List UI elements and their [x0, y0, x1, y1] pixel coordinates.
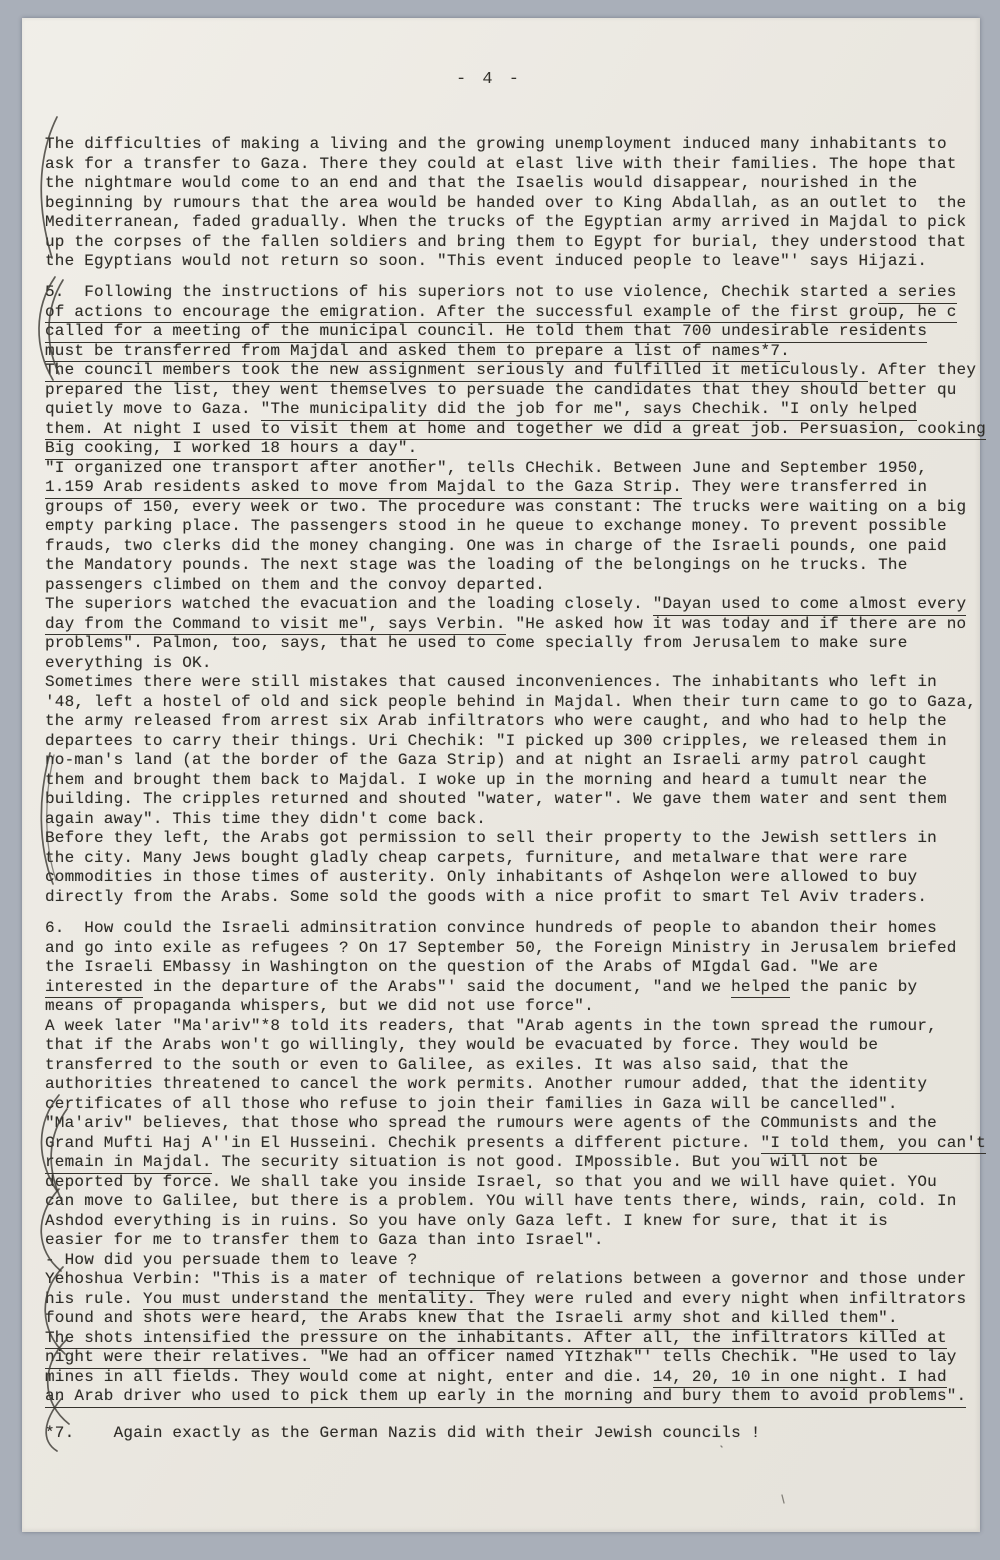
text-segment: no-man's land (at the border of the Gaza Strip) and at night an Israeli army patrol caught [45, 751, 928, 769]
text-line [45, 1056, 1000, 1076]
text-segment: "We had an officer named YItzhak"' tells Chechik. "He used to lay [309, 1348, 957, 1366]
underlined-text: helped [731, 978, 790, 999]
text-line [45, 537, 1000, 557]
underlined-text: technique [408, 1270, 496, 1291]
text-line [45, 1231, 1000, 1251]
text-segment: Sometimes there were still mistakes that caused inconveniences. The inhabitants who left in [45, 673, 937, 691]
text-segment: again away". This time they didn't come back. [45, 809, 487, 828]
text-segment: the Israeli EMbassy in Washington on the question of the Arabs of MIgdal Gad. "We are [45, 958, 879, 976]
text-line [45, 252, 1000, 272]
text-line [45, 420, 1000, 440]
text-segment: "He asked how it was today and if there are no [505, 614, 967, 633]
underlined-text: You must understand the mentality. [143, 1290, 476, 1311]
underlined-text: 1.159 Arab residents asked to move from Majdal to the Gaza Strip. [45, 478, 682, 499]
text-segment: After they [868, 361, 977, 379]
text-segment: found and shots were heard, [45, 1309, 320, 1327]
text-segment: the Egyptians would not return so soon. "This event induced people to leave"' says Hijazi. [45, 252, 928, 270]
text-segment: They were transferred in [682, 478, 928, 496]
underlined-text: The council members took the new assignment seriously and fulfilled it meticulously. [45, 361, 868, 382]
text-line [45, 498, 1000, 518]
text-segment: The difficulties of making a living and the growing unemployment induced many inhabitants to [45, 135, 947, 153]
text-line [45, 1036, 1000, 1056]
text-line [45, 322, 1000, 342]
underlined-text: "Dayan used to come almost every [653, 595, 967, 616]
text-line [45, 1173, 1000, 1193]
underlined-text: the Arabs knew that the Israeli army shot and killed them". [319, 1309, 897, 1330]
text-segment: Yehoshua Verbin: "This is a mater of [45, 1270, 408, 1288]
text-line [45, 771, 1000, 791]
text-segment: The security situation is not good. IMpossible. But you will not be [211, 1153, 879, 1171]
text-line [45, 849, 1000, 869]
underlined-text: of actions to encourage the emigration. After the successful example of the first group, he c [45, 303, 957, 324]
underlined-text: an Arab driver who used to pick them up early in the morning and bury them to avoid problems". [45, 1387, 966, 1408]
underlined-text: "The municipality did the job for me", says Chechik. "I only helped [261, 400, 918, 421]
text-segment: problems". Palmon, too, says, that he used to come specially from Jerusalem to make sure [45, 634, 908, 652]
text-line [45, 361, 1000, 381]
text-line [45, 1017, 1000, 1037]
text-segment: of relations between a governor and those under [495, 1270, 967, 1288]
text-line [45, 615, 1000, 635]
text-segment: commodities in those times of austerity. Only inhabitants of Ashqelon were allowed to buy [45, 868, 918, 886]
text-line [45, 194, 1000, 214]
text-segment: can move to Galilee, but there is a problem. YOu will have tents there, winds, rain, cold. In [45, 1192, 957, 1210]
text-line [45, 1348, 1000, 1368]
text-segment: A week later "Ma'ariv"*8 told its readers, that "Arab agents in the town spread the rumour, [45, 1016, 937, 1035]
text-segment: ask for a transfer to Gaza. There they could at elast live with their families. The hope that [45, 154, 957, 173]
underlined-text: called for a meeting of the municipal council. He told them that 700 undesirable residents [45, 322, 927, 343]
text-segment: deported by force. We shall take you inside Israel, so that you and we will have quiet. YOu [45, 1172, 937, 1191]
text-line [45, 135, 1000, 155]
text-segment: the panic by [789, 977, 918, 996]
text-line [45, 213, 1000, 233]
text-line [45, 439, 1000, 459]
text-line [45, 233, 1000, 253]
text-segment: passengers climbed on them and the convoy departed. [45, 575, 545, 594]
text-line [45, 1095, 1000, 1115]
text-segment: his rule. [45, 1289, 144, 1308]
text-line [45, 810, 1000, 830]
underlined-text: a series [878, 283, 956, 304]
text-line [45, 1387, 1000, 1407]
text-line [45, 1075, 1000, 1095]
text-segment: The superiors watched the evacuation and the loading closely. [45, 595, 653, 613]
text-segment: Mediterranean, faded gradually. When the trucks of the Egyptian army arrived in Majdal to pick [45, 213, 967, 231]
text-segment: - How did you persuade them to leave ? [45, 1250, 418, 1269]
text-segment: "I organized one transport after another", tells CHechik. Between June and September 1950, [45, 458, 928, 477]
text-segment: They were ruled and every night when infiltrators [476, 1289, 967, 1308]
text-line [45, 303, 1000, 323]
text-segment: '48, left a hostel of old and sick people behind in Majdal. When their turn came to go to Gaza, [45, 692, 977, 711]
text-line [45, 1153, 1000, 1173]
text-line [45, 1114, 1000, 1134]
text-line [45, 888, 1000, 908]
underlined-text: The shots intensified the pressure on the inhabitants. After all, the infiltrators killed at [45, 1329, 947, 1350]
text-segment: and go into exile as refugees ? On 17 September 50, the Foreign Ministry in Jerusalem briefed [45, 938, 957, 957]
text-line [45, 1212, 1000, 1232]
text-segment: groups of 150, every week or two. The procedure was constant: The trucks were waiting on a big [45, 497, 967, 516]
text-segment: empty parking place. The passengers stood in he queue to exchange money. To prevent possible [45, 517, 947, 535]
paragraph-section-5 [45, 283, 1000, 907]
underlined-text: 14, 20, 10 in one night. I had [653, 1368, 947, 1389]
text-line [45, 751, 1000, 771]
text-line [45, 1270, 1000, 1290]
text-segment: in the departure of the Arabs"' said the document, "and we [143, 977, 732, 996]
text-segment: *7. Again exactly as the German Nazis did with their Jewish councils ! [45, 1424, 761, 1442]
text-segment: Before they left, the Arabs got permission to sell their property to the Jewish settlers in [45, 829, 937, 847]
text-segment: frauds, two clerks did the money changing. One was in charge of the Israeli pounds, one paid [45, 536, 947, 555]
text-segment: up the corpses of the fallen soldiers and bring them to Egypt for burial, they understood that [45, 232, 967, 251]
text-line [45, 1134, 1000, 1154]
text-line [45, 381, 1000, 401]
text-line [45, 1290, 1000, 1310]
text-line [45, 517, 1000, 537]
text-line [45, 978, 1000, 998]
text-line [45, 654, 1000, 674]
text-line [45, 1368, 1000, 1388]
underlined-text: day from the Command to visit me", says Verbin. [45, 615, 506, 636]
underlined-text: "I told them, you can't [761, 1134, 986, 1155]
text-segment: that if the Arabs won't go willingly, they would be evacuated by force. They would be [45, 1036, 879, 1054]
text-line [45, 1329, 1000, 1349]
text-line [45, 1424, 1000, 1444]
text-line [45, 155, 1000, 175]
text-segment: the army released from arrest six Arab infiltrators who were caught, and who had to help the [45, 712, 947, 730]
paragraph-intro [45, 135, 1000, 272]
text-line [45, 939, 1000, 959]
text-line [45, 693, 1000, 713]
text-line [45, 174, 1000, 194]
text-segment: means of propaganda whispers, but we did not use force". [45, 997, 594, 1015]
text-segment: Ashdod everything is in ruins. So you have only Gaza left. I knew for sure, that it is [45, 1211, 888, 1230]
text-line [45, 576, 1000, 596]
page-number: - 4 - [456, 70, 523, 89]
text-segment: transferred to the south or even to Galilee, as exiles. It was also said, that the [45, 1055, 849, 1074]
text-line [45, 478, 1000, 498]
text-line [45, 997, 1000, 1017]
text-segment: everything is OK. [45, 653, 212, 672]
text-segment: 5. Following the instructions of his superiors not to use violence, Chechik started [45, 283, 879, 301]
text-segment: prepared the list, they went themselves to persuade the candidates that they should better qu [45, 380, 957, 399]
text-line [45, 732, 1000, 752]
text-segment: building. The cripples returned and shouted "water, water". We gave them water and sent them [45, 790, 947, 808]
text-line [45, 1309, 1000, 1329]
text-line [45, 868, 1000, 888]
text-line [45, 790, 1000, 810]
text-segment: 6. How could the Israeli adminsitration convince hundreds of people to abandon their homes [45, 919, 937, 937]
text-segment: the Mandatory pounds. The next stage was the loading of the belongings on he trucks. The [45, 556, 908, 574]
text-segment: departees to carry their things. Uri Chechik: "I picked up 300 cripples, we released them in [45, 731, 947, 750]
text-segment: Grand Mufti Haj A''in El Husseini. Chechik presents a different picture. [45, 1133, 761, 1152]
text-line [45, 829, 1000, 849]
underlined-text: them. At night I used to visit them at home and together we did a great job. Persuasion, cooking [45, 420, 986, 441]
text-line [45, 283, 1000, 303]
underlined-text: remain in Majdal. [45, 1153, 212, 1174]
text-line [45, 958, 1000, 978]
underlined-text: interested [45, 978, 143, 999]
text-line [45, 712, 1000, 732]
text-line [45, 595, 1000, 615]
text-segment: the nightmare would come to an end and that the Isaelis would disappear, nourished in the [45, 174, 918, 192]
text-segment: them and brought them back to Majdal. I woke up in the morning and heard a tumult near the [45, 770, 928, 789]
underlined-text: Big cooking, I worked 18 hours a day". [45, 439, 417, 460]
text-segment: quietly move to Gaza. [45, 400, 261, 418]
text-segment: easier for me to transfer them to Gaza than into Israel". [45, 1231, 604, 1249]
text-segment: certificates of all those who refuse to join their families in Gaza will be cancelled". [45, 1094, 898, 1113]
text-segment: the city. Many Jews bought gladly cheap carpets, furniture, and metalware that were rare [45, 848, 908, 867]
text-segment: beginning by rumours that the area would be handed over to King Abdallah, as an outlet to the [45, 193, 967, 212]
underlined-text: must be transferred from Majdal and asked them to prepare a list of names*7. [45, 342, 790, 363]
text-line [45, 556, 1000, 576]
text-line [45, 634, 1000, 654]
text-line [45, 673, 1000, 693]
text-segment: authorities threatened to cancel the work permits. Another rumour added, that the identity [45, 1075, 928, 1093]
text-line [45, 342, 1000, 362]
footnote-line [45, 1424, 1000, 1444]
paragraph-section-6 [45, 919, 1000, 1407]
text-segment: directly from the Arabs. Some sold the goods with a nice profit to smart Tel Aviv traders. [45, 887, 928, 906]
text-line [45, 400, 1000, 420]
text-line [45, 1192, 1000, 1212]
text-line [45, 919, 1000, 939]
text-line [45, 1251, 1000, 1271]
text-segment: mines in all fields. They would come at night, enter and die. [45, 1367, 653, 1386]
text-segment: "Ma'ariv" believes, that those who spread the rumours were agents of the COmmunists and the [45, 1114, 937, 1132]
underlined-text: night were their relatives. [45, 1348, 310, 1369]
text-line [45, 459, 1000, 479]
